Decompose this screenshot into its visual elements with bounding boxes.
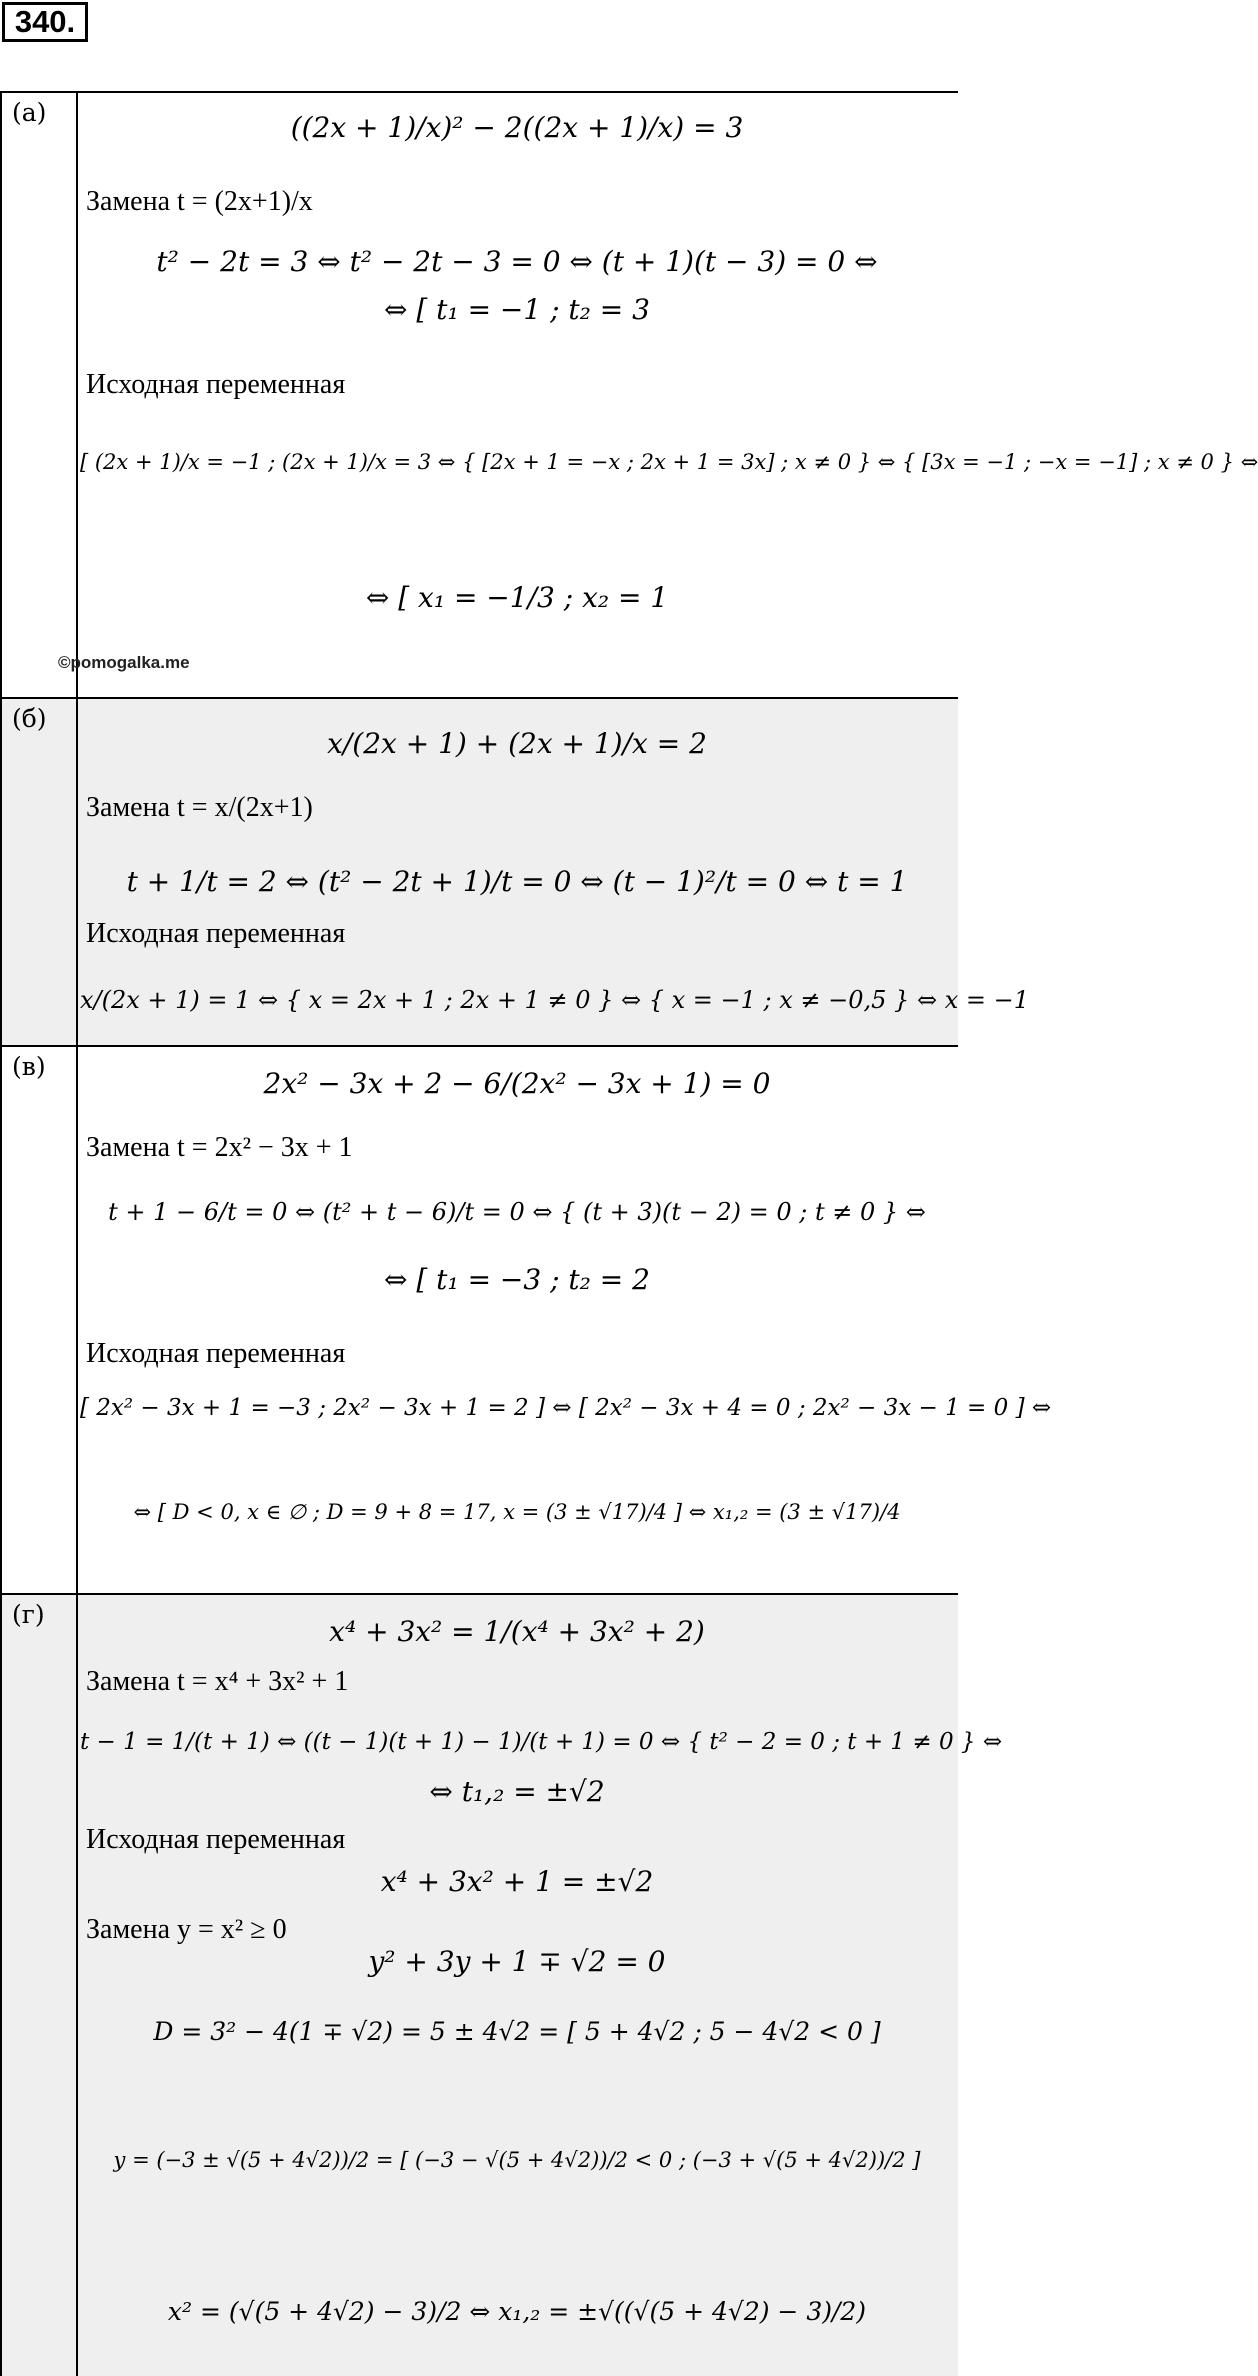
- column-divider: [76, 93, 78, 697]
- equation-line: t + 1/t = 2 ⇔ (t² − 2t + 1)/t = 0 ⇔ (t − 1)²/t = 0 ⇔ t = 1: [126, 865, 908, 898]
- section-text: Исходная переменная: [86, 1824, 346, 1855]
- part-label: (б): [12, 704, 47, 733]
- equation-line: y = (−3 ± √(5 + 4√2))/2 = [ (−3 − √(5 + 4√2))/2 < 0 ; (−3 + √(5 + 4√2))/2 ]: [113, 2148, 921, 2172]
- equation-line: D = 3² − 4(1 ∓ √2) = 5 ± 4√2 = [ 5 + 4√2 ; 5 − 4√2 < 0 ]: [153, 2017, 881, 2046]
- equation-line: [ 2x² − 3x + 1 = −3 ; 2x² − 3x + 1 = 2 ] ⇔ [ 2x² − 3x + 4 = 0 ; 2x² − 3x − 1 = 0 ] ⇔: [80, 1395, 1052, 1421]
- substitution-text: Замена t = 2x² − 3x + 1: [86, 1132, 353, 1163]
- equation-line: ⇔ [ t₁ = −3 ; t₂ = 2: [384, 1263, 650, 1296]
- part-label: (в): [12, 1052, 46, 1081]
- section-text: Исходная переменная: [86, 1338, 346, 1369]
- part-d: [2, 1593, 1003, 2376]
- part-body: [80, 1047, 1052, 1593]
- section-text: Исходная переменная: [86, 918, 346, 949]
- substitution-text: Замена t = x/(2x+1): [86, 792, 313, 823]
- equation-line: y² + 3y + 1 ∓ √2 = 0: [368, 1945, 666, 1978]
- part-body: [80, 699, 1029, 1045]
- part-body: [80, 1595, 1003, 2376]
- column-divider: [76, 1047, 78, 1593]
- part-body: [80, 93, 1258, 697]
- equation-line: t² − 2t = 3 ⇔ t² − 2t − 3 = 0 ⇔ (t + 1)(t − 3) = 0 ⇔: [156, 245, 878, 278]
- column-divider: [76, 699, 78, 1045]
- section-text: Исходная переменная: [86, 369, 346, 400]
- column-divider: [76, 1595, 78, 2376]
- equation-line: x⁴ + 3x² + 1 = ±√2: [380, 1865, 654, 1898]
- equation-line: 2x² − 3x + 2 − 6/(2x² − 3x + 1) = 0: [263, 1067, 771, 1100]
- part-a: [2, 91, 1258, 697]
- equation-line: ⇔ [ t₁ = −1 ; t₂ = 3: [384, 293, 650, 326]
- part-label: (а): [12, 98, 47, 127]
- problem-number: 340.: [2, 2, 88, 42]
- equation-line: x/(2x + 1) + (2x + 1)/x = 2: [327, 727, 707, 760]
- substitution-text: Замена t = (2x+1)/x: [86, 186, 313, 217]
- substitution-text: Замена t = x⁴ + 3x² + 1: [86, 1666, 349, 1697]
- equation-line: ((2x + 1)/x)² − 2((2x + 1)/x) = 3: [290, 111, 744, 144]
- solution-table: [0, 91, 1258, 2376]
- equation-line: t + 1 − 6/t = 0 ⇔ (t² + t − 6)/t = 0 ⇔ { (t + 3)(t − 2) = 0 ; t ≠ 0 } ⇔: [108, 1198, 926, 1226]
- part-label: (г): [12, 1600, 45, 1629]
- equation-line: x/(2x + 1) = 1 ⇔ { x = 2x + 1 ; 2x + 1 ≠ 0 } ⇔ { x = −1 ; x ≠ −0,5 } ⇔ x = −1: [80, 986, 1029, 1014]
- part-c: [2, 1045, 1052, 1593]
- substitution-text: Замена y = x² ≥ 0: [86, 1914, 287, 1945]
- equation-line: ⇔ t₁,₂ = ±√2: [429, 1775, 605, 1808]
- watermark: ©pomogalka.me: [58, 653, 190, 672]
- equation-line: t − 1 = 1/(t + 1) ⇔ ((t − 1)(t + 1) − 1)/(t + 1) = 0 ⇔ { t² − 2 = 0 ; t + 1 ≠ 0 } ⇔: [80, 1729, 1003, 1755]
- equation-line: x² = (√(5 + 4√2) − 3)/2 ⇔ x₁,₂ = ±√((√(5 + 4√2) − 3)/2): [167, 2297, 867, 2326]
- equation-line: [ (2x + 1)/x = −1 ; (2x + 1)/x = 3 ⇔ { [2x + 1 = −x ; 2x + 1 = 3x] ; x ≠ 0 } ⇔ { [3x = −1 ; −x = −1] ; x ≠ 0 } ⇔: [80, 450, 1258, 474]
- equation-line: x⁴ + 3x² = 1/(x⁴ + 3x² + 2): [329, 1615, 705, 1648]
- equation-line: ⇔ [ x₁ = −1/3 ; x₂ = 1: [365, 581, 669, 614]
- equation-line: ⇔ [ D < 0, x ∈ ∅ ; D = 9 + 8 = 17, x = (3 ± √17)/4 ] ⇔ x₁,₂ = (3 ± √17)/4: [133, 1500, 901, 1524]
- part-b: [2, 697, 1029, 1045]
